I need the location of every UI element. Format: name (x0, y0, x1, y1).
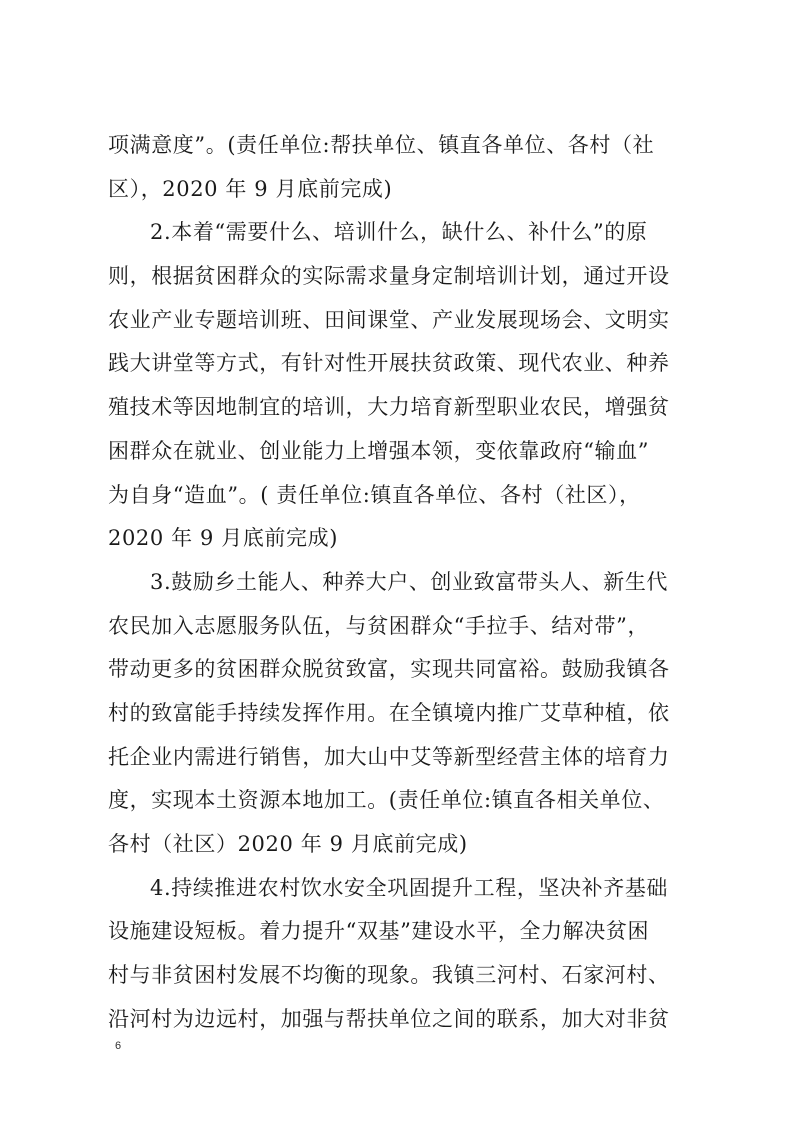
text-line: 沿河村为边远村，加强与帮扶单位之间的联系，加大对非贫 (108, 1006, 670, 1031)
text-line: 设施建设短板。着力提升“双基”建设水平，全力解决贫困 (108, 919, 650, 944)
paragraph-start-line: 2.本着“需要什么、培训什么，缺什么、补什么”的原 (150, 220, 648, 245)
body-text (108, 124, 693, 1041)
text-line: 村与非贫困村发展不均衡的现象。我镇三河村、石家河村、 (108, 963, 670, 988)
page-number: 6 (115, 1040, 122, 1052)
text-line: 村的致富能手持续发挥作用。在全镇境内推广艾草种植，依 (108, 700, 670, 725)
text-line: 为自身“造血”。( 责任单位:镇直各单位、各村（社区）， (108, 482, 641, 507)
text-line: 农业产业专题培训班、田间课堂、产业发展现场会、文明实 (108, 307, 670, 332)
text-line: 托企业内需进行销售，加大山中艾等新型经营主体的培育力 (108, 744, 670, 769)
text-line: 区），2020 年 9 月底前完成) (108, 176, 393, 201)
text-line: 农民加入志愿服务队伍，与贫困群众“手拉手、结对带”， (108, 613, 650, 638)
paragraph-start-line: 3.鼓励乡土能人、种养大户、创业致富带头人、新生代 (150, 569, 669, 594)
text-line: 度，实现本土资源本地加工。(责任单位:镇直各相关单位、 (108, 788, 665, 813)
text-line: 践大讲堂等方式，有针对性开展扶贫政策、现代农业、种养 (108, 351, 670, 376)
text-line: 各村（社区）2020 年 9 月底前完成) (108, 832, 468, 856)
text-line: 2020 年 9 月底前完成) (108, 526, 339, 551)
text-line: 项满意度”。(责任单位:帮扶单位、镇直各单位、各村（社 (108, 133, 655, 157)
text-line: 困群众在就业、创业能力上增强本领，变依靠政府“输血” (108, 438, 650, 463)
paragraph-start-line: 4.持续推进农村饮水安全巩固提升工程，坚决补齐基础 (150, 875, 669, 900)
text-line: 殖技术等因地制宜的培训，大力培育新型职业农民，增强贫 (108, 395, 670, 420)
text-line: 则，根据贫困群众的实际需求量身定制培训计划，通过开设 (108, 264, 670, 289)
text-line: 带动更多的贫困群众脱贫致富，实现共同富裕。鼓励我镇各 (108, 657, 670, 682)
